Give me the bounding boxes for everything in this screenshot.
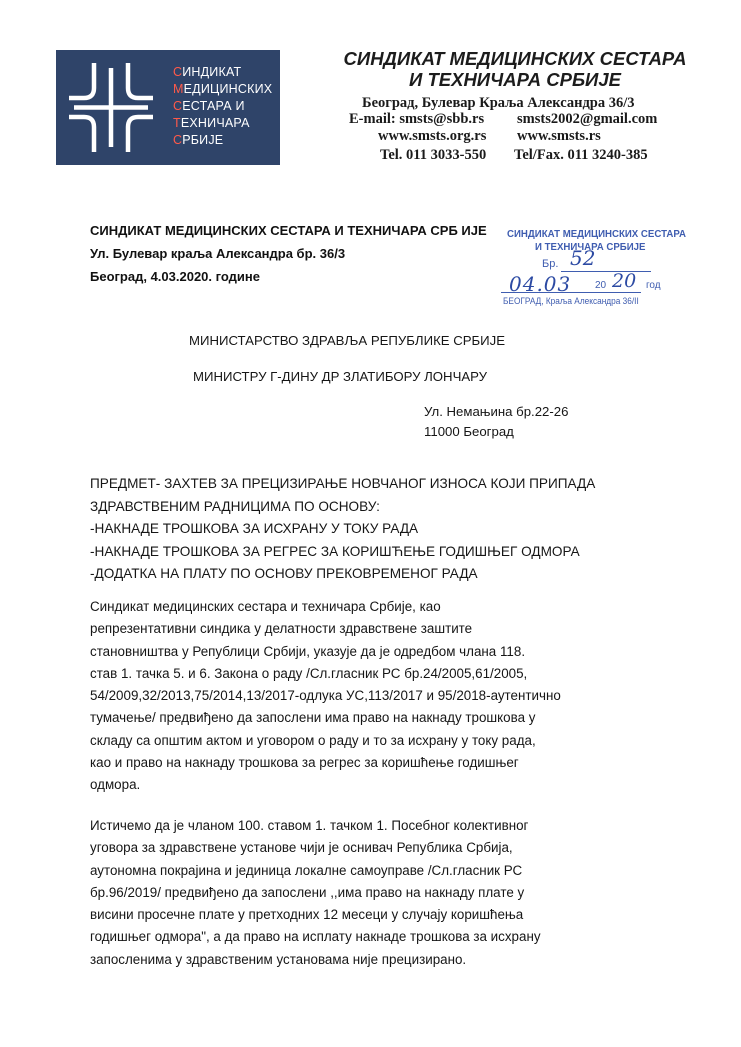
paragraph-line: одмора. bbox=[90, 777, 141, 793]
stamp-number-label: Бр. bbox=[542, 258, 559, 270]
stamp-year-prefix: 20 bbox=[595, 280, 607, 291]
logo-line: СЕСТАРА И bbox=[173, 99, 245, 113]
paragraph-line: бр.96/2019/ предвиђено да запослени ,,има право на накнаду плате у bbox=[90, 884, 525, 900]
paragraph-line: Истичемо да је чланом 100. ставом 1. тачком 1. Посебног колективног bbox=[90, 818, 529, 833]
paragraph-line: тумачење/ предвиђено да запослени има право на накнаду трошкова у bbox=[90, 710, 536, 726]
paragraph-line: став 1. тачка 5. и 6. Закона о раду /Сл.гласник РС бр.24/2005,61/2005, bbox=[90, 665, 528, 681]
paragraph-line: Синдикат медицинских сестара и техничара Србије, као bbox=[90, 599, 441, 614]
sender-address: Ул. Булевар краља Александра бр. 36/3 bbox=[90, 246, 346, 261]
logo-cross-icon bbox=[66, 60, 156, 155]
recipient-city: 11000 Београд bbox=[424, 424, 514, 439]
paragraph-line: складу са општим актом и уговором о раду и то за исхрану у току рада, bbox=[90, 732, 536, 748]
letterhead-tel: Tel. 011 3033-550 bbox=[380, 147, 487, 163]
registry-stamp bbox=[495, 222, 685, 312]
paragraph-line: уговора за здравствене установе чији је оснивач Република Србија, bbox=[90, 840, 513, 856]
recipient-ministry: МИНИСТАРСТВО ЗДРАВЉА РЕПУБЛИКЕ СРБИЈЕ bbox=[189, 333, 506, 348]
sender-date: Београд, 4.03.2020. године bbox=[90, 269, 260, 284]
letterhead-telfax: Tel/Fax. 011 3240-385 bbox=[514, 147, 648, 163]
letterhead-address: Београд, Булевар Краља Александра 36/3 bbox=[362, 95, 635, 111]
logo-line: СРБИЈЕ bbox=[173, 133, 224, 147]
subject-block bbox=[90, 473, 595, 586]
logo-line: ТЕХНИЧАРА bbox=[173, 116, 250, 130]
paragraph-line: становништва у Републици Србији, указује да је одредбом члана 118. bbox=[90, 643, 526, 659]
letterhead-web-2: www.smsts.rs bbox=[517, 128, 601, 144]
logo-line: МЕДИЦИНСКИХ bbox=[173, 82, 273, 96]
logo-wordmark bbox=[173, 64, 283, 149]
paragraph-line: запосленима у здравственим установама није прецизирано. bbox=[90, 951, 467, 967]
paragraph-line: аутономна покрајина и јединица локалне самоуправе /Сл.гласник РС bbox=[90, 862, 523, 878]
body-paragraph-2 bbox=[90, 815, 541, 971]
letterhead-email: E-mail: smsts@sbb.rs bbox=[349, 111, 485, 127]
stamp-year-label: год bbox=[646, 280, 661, 291]
recipient-street: Ул. Немањина бр.22-26 bbox=[424, 404, 569, 419]
letterhead-email-2: smsts2002@gmail.com bbox=[517, 111, 658, 127]
logo-line: СИНДИКАТ bbox=[173, 65, 242, 79]
stamp-number-underline bbox=[561, 271, 651, 272]
stamp-org-line-2: И ТЕХНИЧАРА СРБИЈЕ bbox=[535, 241, 646, 253]
body-paragraph-1 bbox=[90, 596, 561, 797]
stamp-date-handwritten: 04.03 bbox=[509, 272, 572, 296]
paragraph-line: висини просечне плате у претходних 12 месеци у случају коришћења bbox=[90, 907, 524, 923]
stamp-address: БЕОГРАД, Краља Александра 36/ІІ bbox=[503, 296, 639, 306]
stamp-org-line-1: СИНДИКАТ МЕДИЦИНСКИХ СЕСТАРА bbox=[507, 228, 686, 240]
stamp-year-handwritten: 20 bbox=[612, 270, 637, 292]
recipient-minister: МИНИСТРУ Г-ДИНУ ДР ЗЛАТИБОРУ ЛОНЧАРУ bbox=[193, 369, 488, 384]
sender-name: СИНДИКАТ МЕДИЦИНСКИХ СЕСТАРА И ТЕХНИЧАРА СРБ ИЈЕ bbox=[90, 223, 487, 238]
subject-line: -НАКНАДЕ ТРОШКОВА ЗА ИСХРАНУ У ТОКУ РАДА bbox=[90, 521, 419, 536]
paragraph-line: 54/2009,32/2013,75/2014,13/2017-одлука УС,113/2017 и 95/2018-аутентично bbox=[90, 688, 561, 704]
subject-line: -ДОДАТКА НА ПЛАТУ ПО ОСНОВУ ПРЕКОВРЕМЕНОГ РАДА bbox=[90, 566, 478, 581]
letterhead-title: СИНДИКАТ МЕДИЦИНСКИХ СЕСТАРА И ТЕХНИЧАРА СРБИЈЕ bbox=[343, 48, 687, 90]
paragraph-line: годишњег одмора", а да право на исплату накнаде трошкова за исхрану bbox=[90, 929, 541, 945]
paragraph-line: као и право на накнаду трошкова за регрес за коришћење годишњег bbox=[90, 755, 519, 771]
subject-line: -НАКНАДЕ ТРОШКОВА ЗА РЕГРЕС ЗА КОРИШЋЕЊЕ ГОДИШЊЕГ ОДМОРА bbox=[90, 543, 580, 559]
paragraph-line: репрезентативни синдика у делатности здравствене заштите bbox=[90, 621, 473, 637]
subject-line: ЗДРАВСТВЕНИМ РАДНИЦИМА ПО ОСНОВУ: bbox=[90, 498, 380, 514]
letterhead-web-1: www.smsts.org.rs bbox=[378, 128, 487, 144]
stamp-number-handwritten: 52 bbox=[570, 246, 596, 270]
subject-line: ПРЕДМЕТ- ЗАХТЕВ ЗА ПРЕЦИЗИРАЊЕ НОВЧАНОГ ИЗНОСА КОЈИ ПРИПАДА bbox=[90, 476, 596, 491]
stamp-date-underline bbox=[501, 292, 641, 293]
